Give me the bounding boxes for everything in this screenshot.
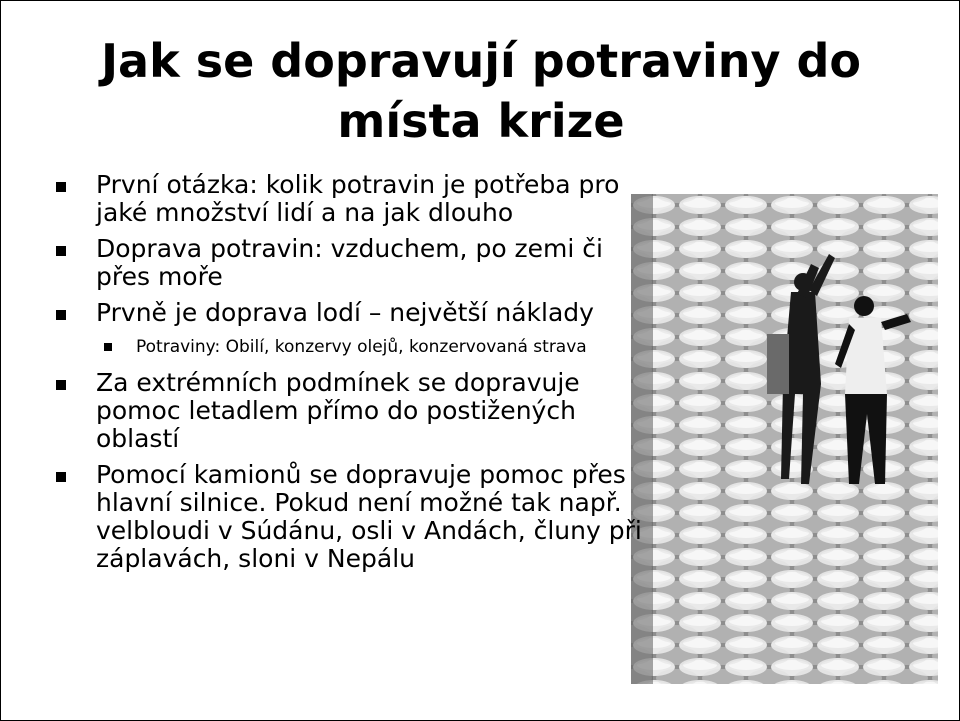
square-bullet-icon [56, 310, 66, 320]
slide-title [41, 31, 921, 151]
food-sacks-illustration [631, 194, 938, 684]
square-bullet-icon [56, 182, 66, 192]
square-bullet-icon [56, 380, 66, 390]
bullet-item [56, 369, 656, 453]
bullet-text: Za extrémních podmínek se dopravuje pomoc letadlem přímo do postižených oblastí [96, 368, 580, 453]
bullet-text: Doprava potravin: vzduchem, po zemi či přes moře [96, 234, 603, 291]
square-bullet-icon [104, 343, 112, 351]
sub-bullet-item [56, 335, 656, 359]
bullet-item [56, 461, 656, 573]
bullet-item [56, 299, 656, 327]
bullet-text: První otázka: kolik potravin je potřeba pro jaké množství lidí a na jak dlouho [96, 170, 620, 227]
title-line-1: Jak se dopravují potraviny do [100, 34, 862, 88]
bullet-item [56, 235, 656, 291]
sub-bullet-text: Potraviny: Obilí, konzervy olejů, konzervovaná strava [136, 337, 587, 357]
bullet-text: Pomocí kamionů se dopravuje pomoc přes hlavní silnice. Pokud není možné tak např. velbloudi v Súdánu, osli v Andách, čluny při záplavách, sloni v Nepálu [96, 460, 642, 573]
bullet-text: Prvně je doprava lodí – největší náklady [96, 298, 594, 327]
bullet-item [56, 171, 656, 227]
square-bullet-icon [56, 246, 66, 256]
title-line-2: místa krize [337, 94, 625, 148]
bullet-list [56, 171, 656, 581]
food-sacks-photo [631, 194, 938, 684]
square-bullet-icon [56, 472, 66, 482]
